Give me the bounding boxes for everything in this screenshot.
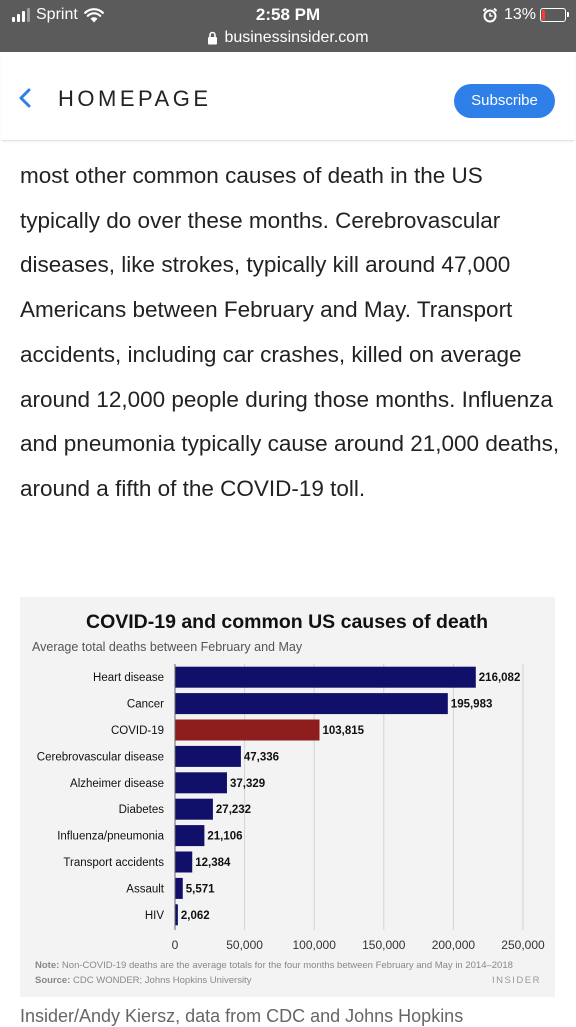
insider-brand-label: INSIDER: [491, 975, 541, 986]
address-bar[interactable]: [0, 29, 576, 47]
status-right: [482, 5, 566, 25]
chart-source: Source: CDC WONDER; Johns Hopkins University: [35, 975, 252, 986]
value-label: 2,062: [180, 909, 210, 922]
battery-icon: [540, 8, 566, 22]
category-label: HIV: [144, 909, 164, 922]
value-label: 103,815: [322, 725, 365, 737]
category-label: Heart disease: [93, 672, 164, 685]
category-label: Cerebrovascular disease: [36, 751, 164, 764]
value-label: 12,384: [195, 857, 231, 869]
image-caption: Insider/Andy Kiersz, data from CDC and Johns Hopkins: [20, 1006, 464, 1026]
back-chevron-icon[interactable]: [16, 86, 34, 110]
category-label: Assault: [126, 883, 164, 896]
x-tick-label: 50,000: [226, 938, 263, 952]
x-tick-label: 100,000: [292, 938, 336, 952]
value-label: 47,336: [243, 751, 280, 764]
x-tick-label: 150,000: [362, 938, 406, 952]
bar: [175, 852, 192, 873]
status-time: 2:58 PM: [255, 5, 321, 24]
subscribe-button[interactable]: Subscribe: [454, 84, 555, 118]
bar-chart: [20, 597, 555, 997]
url-text: businessinsider.com: [224, 29, 369, 46]
category-label: Transport accidents: [63, 857, 164, 869]
chart-title: COVID-19 and common US causes of death: [85, 611, 489, 633]
value-label: 21,106: [207, 830, 243, 843]
status-bar: [0, 0, 576, 52]
x-tick-label: 0: [171, 938, 179, 952]
bar: [175, 825, 204, 846]
homepage-link[interactable]: HOMEPAGE: [58, 86, 212, 111]
x-tick-label: 250,000: [501, 938, 545, 952]
bar: [175, 667, 476, 688]
category-label: Influenza/pneumonia: [57, 830, 164, 843]
bar: [175, 799, 213, 820]
value-label: 37,329: [229, 777, 266, 790]
article-paragraph: most other common causes of death in the US typically do over these months. Cerebrovascular diseases, like strokes, typically kill around 47,000 Americans between February and May. Transport accidents, including car crashes, killed on average around 12,000 people during those months. Influenza and pneumonia typically cause around 21,000 deaths, around a fifth of the COVID-19 toll.: [20, 163, 560, 501]
bar: [175, 878, 183, 899]
carrier-name: Sprint: [36, 6, 78, 23]
chart-figure: [20, 597, 555, 997]
lock-icon: [207, 31, 218, 45]
category-label: Diabetes: [118, 804, 164, 817]
chart-subtitle: Average total deaths between February and May: [32, 640, 303, 654]
value-label: 5,571: [185, 883, 215, 896]
alarm-clock-icon: [482, 7, 498, 23]
category-label: COVID-19: [110, 725, 164, 737]
value-label: 27,232: [215, 804, 252, 817]
category-label: Cancer: [126, 698, 164, 711]
bar: [175, 720, 320, 741]
battery-percent: 13%: [503, 6, 536, 23]
x-tick-label: 200,000: [431, 938, 476, 952]
value-label: 216,082: [478, 672, 521, 685]
value-label: 195,983: [450, 698, 493, 711]
chart-note: Note: Non-COVID-19 deaths are the average totals for the four months between February and May in 2014–2018: [35, 960, 513, 971]
bar: [175, 772, 227, 793]
bar: [175, 693, 448, 714]
article-body: [20, 154, 565, 512]
bar: [175, 746, 241, 767]
category-label: Alzheimer disease: [70, 777, 164, 790]
